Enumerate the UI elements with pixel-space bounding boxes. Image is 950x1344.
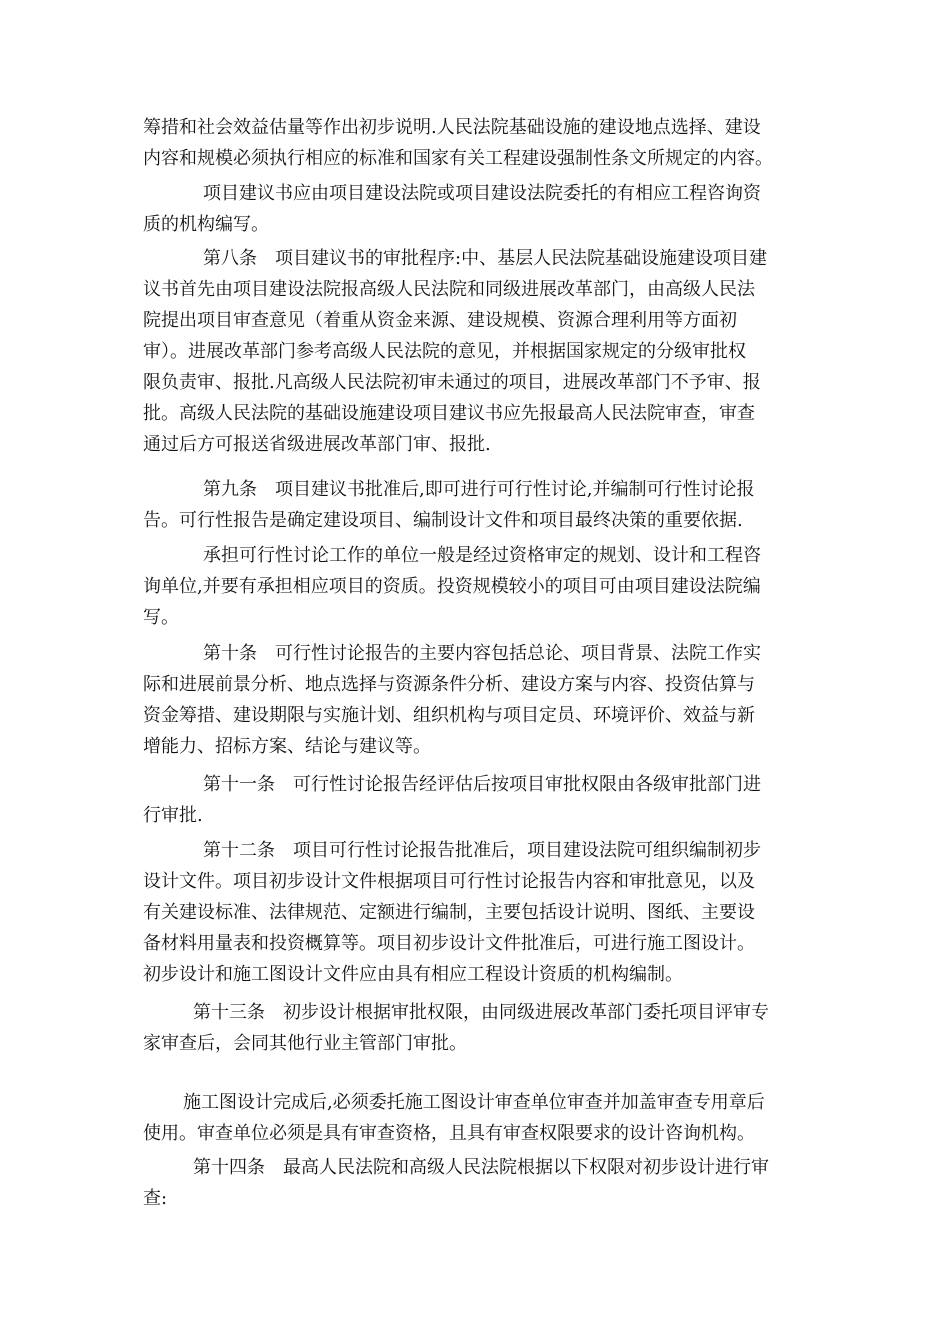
text-line: 询单位,并要有承担相应项目的资质。投资规模较小的项目可由项目建设法院编 (143, 576, 761, 597)
article-13 (143, 997, 813, 1059)
text-line: 批。高级人民法院的基础设施建设项目建议书应先报最高人民法院审查，审查 (143, 403, 755, 424)
text-line: 初步设计和施工图设计文件应由具有相应工程设计资质的机构编制。 (143, 964, 683, 985)
text-line: 施工图设计完成后,必须委托施工图设计审查单位审查并加盖审查专用章后 (183, 1092, 765, 1113)
text-line: 增能力、招标方案、结论与建议等。 (143, 736, 431, 757)
text-line: 项目建议书应由项目建设法院或项目建设法院委托的有相应工程咨询资 (203, 183, 761, 204)
text-line: 院提出项目审查意见（着重从资金来源、建设规模、资源合理利用等方面初 (143, 310, 737, 331)
text-line: 告。可行性报告是确定建设项目、编制设计文件和项目最终决策的重要依据. (143, 510, 743, 531)
text-line: 第十二条 项目可行性讨论报告批准后，项目建设法院可组织编制初步 (203, 840, 761, 861)
text-line: 际和进展前景分析、地点选择与资源条件分析、建设方案与内容、投资估算与 (143, 674, 755, 695)
text-line: 备材料用量表和投资概算等。项目初步设计文件批准后，可进行施工图设计。 (143, 933, 755, 954)
text-line: 限负责审、报批.凡高级人民法院初审未通过的项目，进展改革部门不予审、报 (143, 372, 761, 393)
text-line: 有关建设标准、法律规范、定额进行编制，主要包括设计说明、图纸、主要设 (143, 902, 755, 923)
paragraph-feasibility-unit (143, 540, 813, 633)
paragraph-construction-drawing (143, 1087, 813, 1149)
text-line: 写。 (143, 607, 179, 628)
text-line: 审）。进展改革部门参考高级人民法院的意见，并根据国家规定的分级审批权 (143, 341, 746, 362)
article-10 (143, 638, 813, 762)
text-line: 议书首先由项目建设法院报高级人民法院和同级进展改革部门，由高级人民法 (143, 279, 755, 300)
article-14 (143, 1152, 813, 1214)
text-line: 承担可行性讨论工作的单位一般是经过资格审定的规划、设计和工程咨 (203, 545, 761, 566)
text-line: 查: (143, 1188, 168, 1209)
paragraph-proposal-writer (143, 178, 813, 240)
text-line: 使用。审查单位必须是具有审查资格，且具有审查权限要求的设计咨询机构。 (143, 1123, 755, 1144)
article-11 (143, 769, 813, 831)
text-line: 通过后方可报送省级进展改革部门审、报批. (143, 434, 491, 455)
article-9 (143, 474, 813, 536)
text-line: 第十条 可行性讨论报告的主要内容包括总论、项目背景、法院工作实 (203, 643, 761, 664)
text-line: 行审批. (143, 805, 203, 826)
article-8 (143, 243, 813, 460)
text-line: 内容和规模必须执行相应的标准和国家有关工程建设强制性条文所规定的内容。 (143, 148, 773, 169)
text-line: 第八条 项目建议书的审批程序:中、基层人民法院基础设施建设项目建 (203, 248, 768, 269)
article-12 (143, 835, 813, 990)
text-line: 第十一条 可行性讨论报告经评估后按项目审批权限由各级审批部门进 (203, 774, 761, 795)
text-line: 第十三条 初步设计根据审批权限，由同级进展改革部门委托项目评审专 (193, 1002, 769, 1023)
text-line: 筹措和社会效益估量等作出初步说明.人民法院基础设施的建设地点选择、建设 (143, 117, 761, 138)
text-line: 第十四条 最高人民法院和高级人民法院根据以下权限对初步设计进行审 (193, 1157, 769, 1178)
text-line: 设计文件。项目初步设计文件根据项目可行性讨论报告内容和审批意见，以及 (143, 871, 755, 892)
text-line: 资金筹措、建设期限与实施计划、组织机构与项目定员、环境评价、效益与新 (143, 705, 755, 726)
paragraph-continuation (143, 112, 813, 174)
text-line: 质的机构编写。 (143, 214, 269, 235)
text-line: 家审查后，会同其他行业主管部门审批。 (143, 1033, 467, 1054)
text-line: 第九条 项目建议书批准后,即可进行可行性讨论,并编制可行性讨论报 (203, 479, 755, 500)
